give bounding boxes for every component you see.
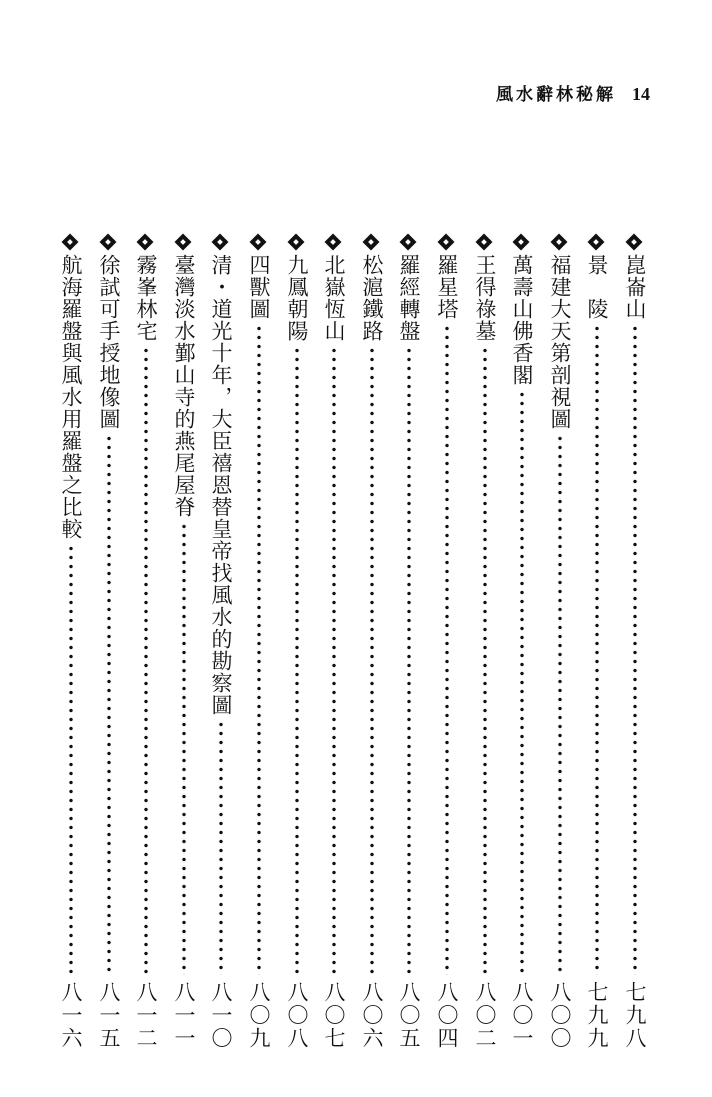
diamond-bullet-icon xyxy=(400,234,418,252)
diamond-bullet-icon xyxy=(137,234,155,252)
diamond-bullet-icon xyxy=(288,234,306,252)
entry-title: 景 陵 xyxy=(585,254,609,320)
entry-page-number: 八一〇 xyxy=(209,981,233,1050)
dot-leader xyxy=(257,324,261,975)
dot-leader xyxy=(370,346,374,975)
entry-page-number: 八一二 xyxy=(134,981,158,1050)
dot-leader xyxy=(182,522,186,975)
diamond-bullet-icon xyxy=(250,234,268,252)
entry-page-number: 八一六 xyxy=(59,981,83,1050)
entry-title: 羅經轉盤 xyxy=(397,254,421,342)
diamond-bullet-icon xyxy=(588,234,606,252)
entry-title: 福建大天第剖視圖 xyxy=(548,254,572,430)
page-number: 14 xyxy=(632,84,650,104)
toc-entry xyxy=(170,234,198,1050)
entry-page-number: 七九八 xyxy=(623,981,647,1050)
entry-title: 松滬鐵路 xyxy=(360,254,384,342)
diamond-bullet-icon xyxy=(438,234,456,252)
toc-entry xyxy=(207,234,235,1050)
entry-page-number: 八〇一 xyxy=(510,981,534,1050)
entry-page-number: 八〇六 xyxy=(360,981,384,1050)
entry-title: 崑崙山 xyxy=(623,254,647,320)
entry-page-number: 八〇四 xyxy=(435,981,459,1050)
entry-page-number: 八〇七 xyxy=(322,981,346,1050)
diamond-bullet-icon xyxy=(513,234,531,252)
diamond-bullet-icon xyxy=(100,234,118,252)
toc-entry xyxy=(546,234,574,1050)
diamond-bullet-icon xyxy=(476,234,494,252)
toc-entry xyxy=(621,234,649,1050)
dot-leader xyxy=(295,346,299,975)
entry-title: 王得祿墓 xyxy=(473,254,497,342)
entry-title: 羅星塔 xyxy=(435,254,459,320)
entry-title: 徐試可手授地像圖 xyxy=(97,254,121,430)
toc-entry xyxy=(471,234,499,1050)
entry-title: 萬壽山佛香閣 xyxy=(510,254,534,386)
dot-leader xyxy=(445,324,449,975)
dot-leader xyxy=(595,324,599,975)
diamond-bullet-icon xyxy=(363,234,381,252)
entry-title: 四獸圖 xyxy=(247,254,271,320)
entry-title: 霧峯林宅 xyxy=(134,254,158,342)
entry-page-number: 八〇九 xyxy=(247,981,271,1050)
entry-title: 清・道光十年，大臣禧恩替皇帝找風水的勘察圖 xyxy=(209,254,233,716)
toc-entry xyxy=(57,234,85,1050)
entry-title: 九鳳朝陽 xyxy=(285,254,309,342)
entry-page-number: 八一一 xyxy=(172,981,196,1050)
dot-leader xyxy=(219,720,223,975)
diamond-bullet-icon xyxy=(212,234,230,252)
diamond-bullet-icon xyxy=(551,234,569,252)
entry-page-number: 八〇二 xyxy=(473,981,497,1050)
diamond-bullet-icon xyxy=(325,234,343,252)
diamond-bullet-icon xyxy=(175,234,193,252)
entry-title: 臺灣淡水鄞山寺的燕尾屋脊 xyxy=(172,254,196,518)
toc-entry xyxy=(283,234,311,1050)
toc-entry xyxy=(508,234,536,1050)
dot-leader xyxy=(558,434,562,975)
entry-page-number: 八〇八 xyxy=(285,981,309,1050)
toc-entry xyxy=(358,234,386,1050)
dot-leader xyxy=(69,544,73,975)
toc-entry xyxy=(583,234,611,1050)
diamond-bullet-icon xyxy=(62,234,80,252)
toc-entry xyxy=(95,234,123,1050)
entry-title: 北嶽恆山 xyxy=(322,254,346,342)
running-title: 風水辭林秘解 xyxy=(496,85,616,105)
toc-entry xyxy=(245,234,273,1050)
entry-page-number: 八〇五 xyxy=(397,981,421,1050)
toc-entry xyxy=(433,234,461,1050)
toc-entry xyxy=(320,234,348,1050)
dot-leader xyxy=(633,324,637,975)
entry-page-number: 八一五 xyxy=(97,981,121,1050)
dot-leader xyxy=(407,346,411,975)
dot-leader xyxy=(520,390,524,975)
entry-page-number: 八〇〇 xyxy=(548,981,572,1050)
dot-leader xyxy=(144,346,148,975)
toc-entry xyxy=(395,234,423,1050)
dot-leader xyxy=(107,434,111,975)
toc-entry xyxy=(132,234,160,1050)
entry-page-number: 七九九 xyxy=(585,981,609,1050)
entry-title: 航海羅盤與風水用羅盤之比較 xyxy=(59,254,83,540)
dot-leader xyxy=(483,346,487,975)
diamond-bullet-icon xyxy=(626,234,644,252)
dot-leader xyxy=(332,346,336,975)
